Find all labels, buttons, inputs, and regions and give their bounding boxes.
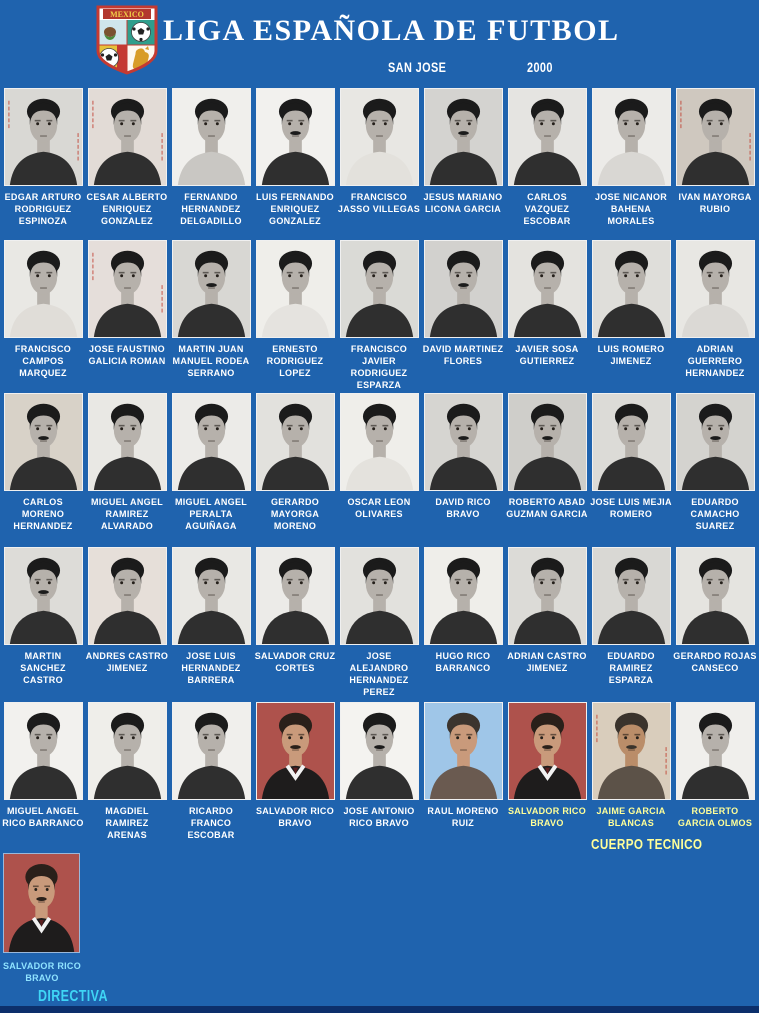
- player-photo: [424, 547, 503, 645]
- player-name: SALVADOR CRUZ CORTES: [254, 651, 336, 673]
- player-card: [337, 547, 421, 698]
- player-photo: [340, 240, 419, 338]
- player-name: ROBERTO GARCIA OLMOS: [677, 806, 753, 828]
- player-name: JAVIER SOSA GUTIERREZ: [515, 344, 579, 366]
- player-card: [1, 547, 85, 698]
- player-photo: [88, 547, 167, 645]
- player-row: [1, 547, 758, 698]
- player-photo: [592, 88, 671, 186]
- player-name: ERNESTO RODRIGUEZ LOPEZ: [266, 344, 324, 378]
- player-name: OSCAR LEON OLIVARES: [347, 497, 411, 519]
- player-card: [505, 547, 589, 698]
- player-photo: [592, 240, 671, 338]
- player-photo: [340, 547, 419, 645]
- player-name: LUIS ROMERO JIMENEZ: [597, 344, 665, 366]
- player-card: [505, 702, 589, 841]
- player-card: [253, 393, 337, 532]
- crest-country-label: MEXICO: [110, 10, 144, 19]
- player-photo: [256, 393, 335, 491]
- player-photo: [676, 240, 755, 338]
- player-name: MAGDIEL RAMIREZ ARENAS: [105, 806, 149, 840]
- player-name: SALVADOR RICO BRAVO: [507, 806, 587, 828]
- player-photo: [424, 240, 503, 338]
- player-card: [505, 393, 589, 532]
- footer-bar: [0, 1006, 759, 1013]
- player-name: EDGAR ARTURO RODRIGUEZ ESPINOZA: [4, 192, 82, 226]
- player-card: [589, 702, 673, 841]
- player-photo: [88, 702, 167, 800]
- player-photo: [508, 393, 587, 491]
- player-row: [1, 393, 758, 532]
- player-name: FRANCISCO JASSO VILLEGAS: [337, 192, 421, 214]
- player-name: JOSE ANTONIO RICO BRAVO: [343, 806, 415, 828]
- player-card: [421, 547, 505, 698]
- player-card: [589, 393, 673, 532]
- player-card: [253, 240, 337, 391]
- player-name: CARLOS MORENO HERNANDEZ: [13, 497, 73, 531]
- mexico-crest-logo: [93, 3, 161, 77]
- directiva-member-name: SALVADOR RICO BRAVO: [2, 961, 82, 983]
- player-card: [337, 240, 421, 391]
- player-photo: [508, 547, 587, 645]
- player-name: MIGUEL ANGEL RAMIREZ ALVARADO: [90, 497, 164, 531]
- player-card: [85, 547, 169, 698]
- player-name: JESUS MARIANO LICONA GARCIA: [423, 192, 503, 214]
- player-card: [85, 240, 169, 391]
- player-photo: [256, 702, 335, 800]
- player-card: [1, 702, 85, 841]
- player-name: ROBERTO ABAD GUZMAN GARCIA: [506, 497, 588, 519]
- player-photo: [88, 393, 167, 491]
- player-photo: [88, 88, 167, 186]
- player-card: [505, 88, 589, 227]
- player-card: [253, 547, 337, 698]
- player-photo: [592, 393, 671, 491]
- subtitle-city: [388, 59, 463, 75]
- player-photo: [340, 702, 419, 800]
- player-photo: [340, 393, 419, 491]
- player-photo: [172, 88, 251, 186]
- player-photo: [256, 240, 335, 338]
- player-photo: [340, 88, 419, 186]
- player-photo: [4, 547, 83, 645]
- player-name: JOSE FAUSTINO GALICIA ROMAN: [88, 344, 166, 366]
- player-photo: [172, 547, 251, 645]
- player-name: GERARDO MAYORGA MORENO: [270, 497, 320, 531]
- player-photo: [424, 88, 503, 186]
- player-card: [673, 240, 757, 391]
- player-photo: [676, 547, 755, 645]
- player-row: [1, 88, 758, 227]
- player-card: [169, 88, 253, 227]
- player-card: [253, 88, 337, 227]
- player-card: [169, 547, 253, 698]
- player-name: MIGUEL ANGEL RICO BARRANCO: [2, 806, 84, 828]
- player-photo: [508, 240, 587, 338]
- player-name: JOSE NICANOR BAHENA MORALES: [594, 192, 668, 226]
- player-photo: [424, 702, 503, 800]
- player-name: FRANCISCO CAMPOS MARQUEZ: [14, 344, 72, 378]
- player-photo: [172, 393, 251, 491]
- player-card: [673, 393, 757, 532]
- player-card: [337, 88, 421, 227]
- player-photo: [676, 88, 755, 186]
- player-card: [505, 240, 589, 391]
- subtitle-year: [527, 59, 560, 75]
- player-photo: [424, 393, 503, 491]
- page-title: LIGA ESPAÑOLA DE FUTBOL: [163, 14, 620, 47]
- player-name: IVAN MAYORGA RUBIO: [678, 192, 752, 214]
- player-name: FRANCISCO JAVIER RODRIGUEZ ESPARZA: [350, 344, 408, 390]
- player-card: [673, 702, 757, 841]
- player-photo: [676, 393, 755, 491]
- player-name: ADRIAN GUERRERO HERNANDEZ: [685, 344, 745, 378]
- player-name: EDUARDO RAMIREZ ESPARZA: [607, 651, 655, 685]
- player-photo: [4, 393, 83, 491]
- player-name: SALVADOR RICO BRAVO: [255, 806, 335, 828]
- subtitle-year-text: 2000: [527, 59, 553, 75]
- player-name: MARTIN SANCHEZ CASTRO: [20, 651, 66, 685]
- player-name: LUIS FERNANDO ENRIQUEZ GONZALEZ: [256, 192, 334, 226]
- player-name: RICARDO FRANCO ESCOBAR: [187, 806, 235, 840]
- player-card: [589, 547, 673, 698]
- player-photo: [4, 702, 83, 800]
- player-card: [673, 547, 757, 698]
- player-name: JOSE LUIS MEJIA ROMERO: [590, 497, 672, 519]
- player-row: [1, 702, 758, 841]
- player-card: [1, 240, 85, 391]
- player-photo: [592, 547, 671, 645]
- player-photo: [172, 240, 251, 338]
- player-name: GERARDO ROJAS CANSECO: [673, 651, 757, 673]
- player-name: JOSE ALEJANDRO HERNANDEZ PEREZ: [349, 651, 409, 697]
- player-name: MIGUEL ANGEL PERALTA AGUIÑAGA: [174, 497, 248, 531]
- player-card: [421, 240, 505, 391]
- player-card: [337, 393, 421, 532]
- player-card: [673, 88, 757, 227]
- player-name: EDUARDO CAMACHO SUAREZ: [690, 497, 740, 531]
- player-photo: [4, 240, 83, 338]
- player-name: DAVID RICO BRAVO: [435, 497, 491, 519]
- player-name: MARTIN JUAN MANUEL RODEA SERRANO: [172, 344, 250, 378]
- player-card: [1, 393, 85, 532]
- player-photo: [172, 702, 251, 800]
- player-name: HUGO RICO BARRANCO: [435, 651, 491, 673]
- player-photo: [88, 240, 167, 338]
- player-photo: [676, 702, 755, 800]
- player-card: [337, 702, 421, 841]
- player-name: JAIME GARCIA BLANCAS: [596, 806, 666, 828]
- player-name: CARLOS VAZQUEZ ESCOBAR: [523, 192, 571, 226]
- player-name: CESAR ALBERTO ENRIQUEZ GONZALEZ: [86, 192, 168, 226]
- player-name: RAUL MORENO RUIZ: [427, 806, 499, 828]
- directiva-member-photo: [3, 853, 80, 953]
- player-card: [589, 88, 673, 227]
- player-name: FERNANDO HERNANDEZ DELGADILLO: [180, 192, 242, 226]
- directiva-label: [38, 988, 128, 1006]
- cuerpo-tecnico-text: CUERPO TECNICO: [591, 836, 703, 853]
- player-name: ANDRES CASTRO JIMENEZ: [85, 651, 169, 673]
- player-card: [421, 393, 505, 532]
- player-name: JOSE LUIS HERNANDEZ BARRERA: [181, 651, 241, 685]
- player-card: [85, 88, 169, 227]
- player-card: [169, 240, 253, 391]
- player-card: [169, 702, 253, 841]
- player-photo: [4, 88, 83, 186]
- player-card: [421, 702, 505, 841]
- subtitle-city-text: SAN JOSE: [388, 59, 447, 75]
- player-card: [85, 393, 169, 532]
- player-photo: [592, 702, 671, 800]
- directiva-text: DIRECTIVA: [38, 988, 108, 1005]
- player-photo: [256, 547, 335, 645]
- player-card: [1, 88, 85, 227]
- player-card: [169, 393, 253, 532]
- player-card: [253, 702, 337, 841]
- player-photo: [508, 88, 587, 186]
- cuerpo-tecnico-label: [591, 836, 734, 853]
- player-card: [589, 240, 673, 391]
- player-photo: [508, 702, 587, 800]
- player-name: ADRIAN CASTRO JIMENEZ: [507, 651, 587, 673]
- player-row: [1, 240, 758, 391]
- player-card: [85, 702, 169, 841]
- player-name: DAVID MARTINEZ FLORES: [422, 344, 504, 366]
- player-photo: [256, 88, 335, 186]
- player-card: [421, 88, 505, 227]
